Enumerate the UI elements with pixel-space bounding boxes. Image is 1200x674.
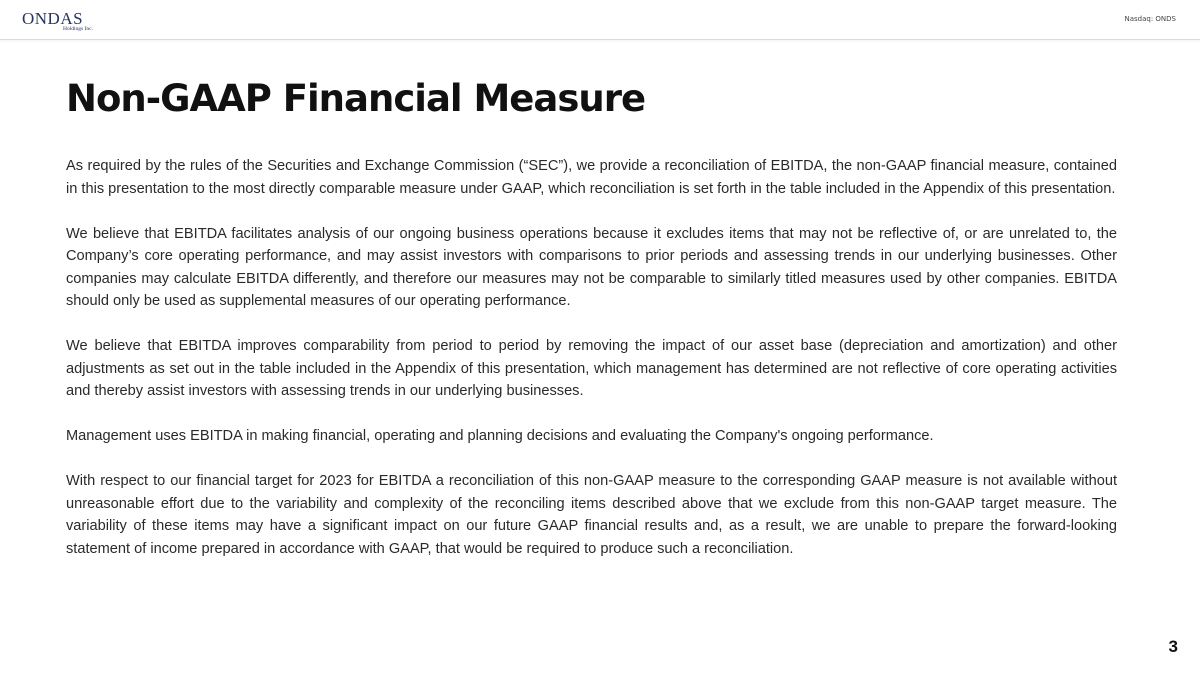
slide-header bbox=[0, 0, 1200, 40]
paragraph-sec-requirement: As required by the rules of the Securities and Exchange Commission (“SEC”), we provide a reconciliation of EBITDA, the non-GAAP financial measure, contained in this presentation to the most directly comparable measure under GAAP, which reconciliation is set forth in the table included in the Appendix of this presentation. bbox=[66, 158, 1117, 197]
paragraph-ebitda-comparability: We believe that EBITDA improves comparability from period to period by removing the impact of our asset base (depreciation and amortization) and other adjustments as set out in the table included in the Appendix of this presentation, which management has determined are not reflective of core operating activities and thereby assist investors with assessing trends in our underlying businesses. bbox=[66, 338, 1117, 399]
stock-ticker: Nasdaq: ONDS bbox=[1124, 15, 1176, 23]
paragraph-2023-target: With respect to our financial target for 2023 for EBITDA a reconciliation of this non-GAAP measure to the corresponding GAAP measure is not available without unreasonable effort due to the variability and complexity of the reconciling items described above that we exclude from this non-GAAP target measure. The variability of these items may have a significant impact on our future GAAP financial results and, as a result, we are unable to prepare the forward-looking statement of income prepared in accordance with GAAP, that would be required to produce such a reconciliation. bbox=[66, 473, 1117, 557]
paragraph-management-use: Management uses EBITDA in making financial, operating and planning decisions and evaluating the Company's ongoing performance. bbox=[66, 428, 934, 444]
logo-wordmark: ONDAS bbox=[22, 9, 84, 28]
page-number: 3 bbox=[1168, 637, 1178, 656]
ondas-logo bbox=[22, 10, 112, 36]
slide-title: Non-GAAP Financial Measure bbox=[66, 77, 646, 120]
logo-subtitle: Holdings Inc. bbox=[63, 26, 93, 32]
paragraph-ebitda-analysis: We believe that EBITDA facilitates analysis of our ongoing business operations because it excludes items that may not be reflective of, or are unrelated to, the Company’s core operating performance, and may assist investors with comparisons to prior periods and assessing trends in our underlying businesses. Other companies may calculate EBITDA differently, and therefore our measures may not be comparable to similarly titled measures used by other companies. EBITDA should only be used as supplemental measures of our operating performance. bbox=[66, 225, 1117, 309]
slide-body bbox=[66, 155, 1117, 583]
